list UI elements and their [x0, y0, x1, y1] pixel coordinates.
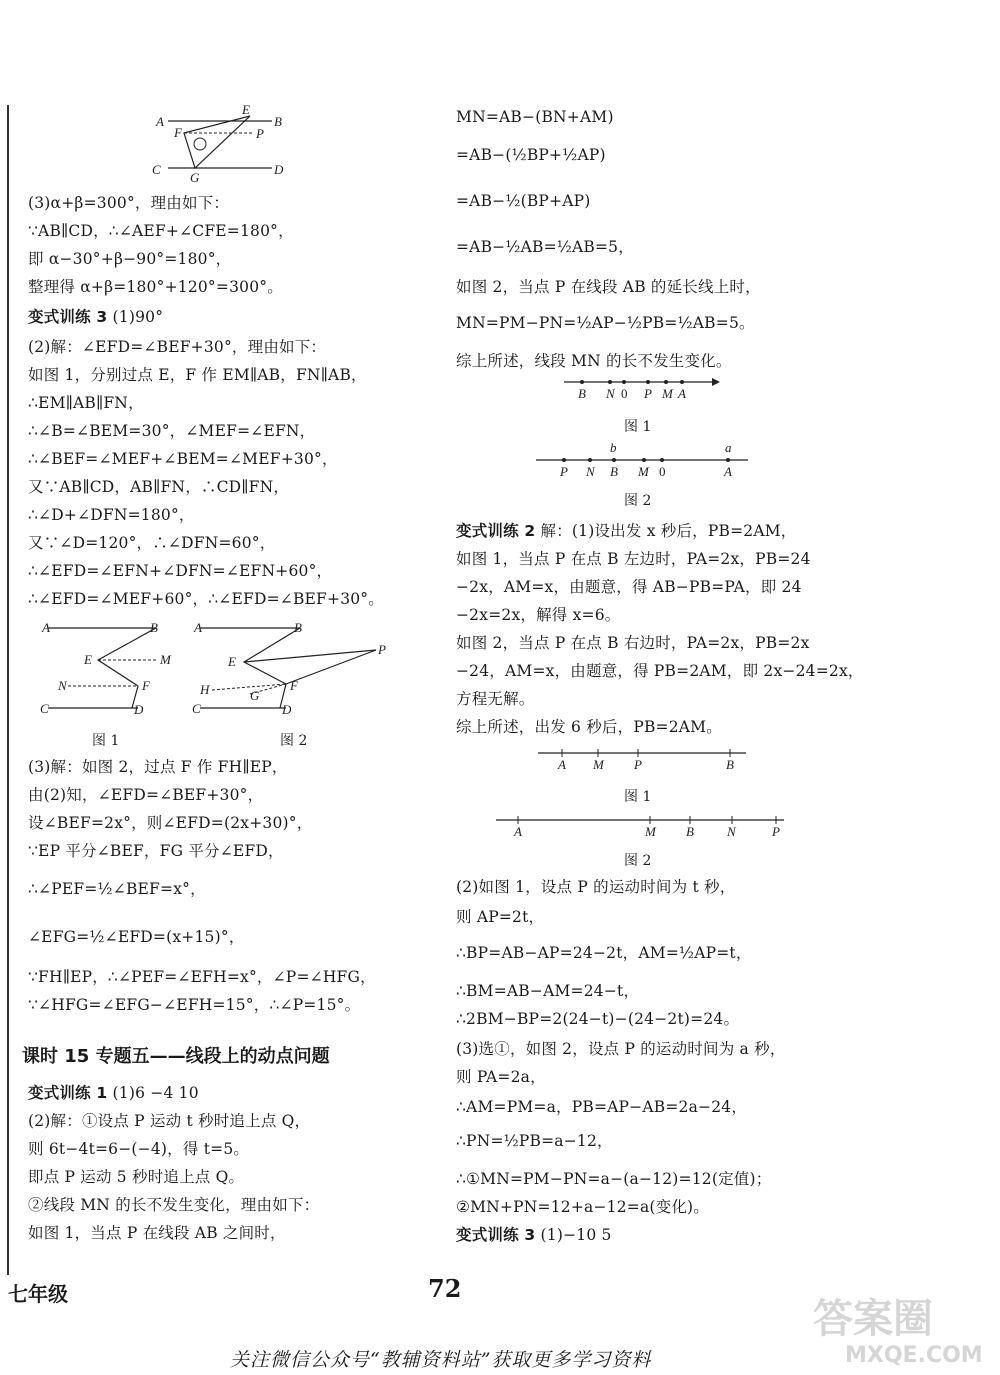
right-column-line [456, 906, 544, 928]
number-line-4-label: M [645, 824, 656, 839]
fig-top-label: E [242, 102, 250, 117]
number-line-2-label: a [725, 440, 732, 455]
line-text: (3)α+β=300°，理由如下： [28, 194, 230, 212]
right-column-line [456, 632, 810, 654]
line-text: 又∵AB∥CD，AB∥FN，∴CD∥FN， [28, 478, 290, 496]
line-text: 如图 2，当点 P 在线段 AB 的延长线上时， [456, 278, 761, 296]
watermark-logo [805, 1288, 990, 1368]
left-column-line [28, 420, 315, 442]
left-column-line [28, 784, 263, 806]
fig-top-label: C [152, 162, 161, 177]
fig2-label: E [228, 654, 236, 669]
line-text: −2x，AM=x，由题意，得 AB−PB=PA，即 24 [456, 578, 802, 596]
line-text: ∵AB∥CD，∴∠AEF+∠CFE=180°， [28, 222, 294, 240]
fig2-label: F [290, 678, 298, 693]
line-text: 则 PA=2a， [456, 1068, 546, 1086]
line-text: 如图 1，当点 P 在线段 AB 之间时， [28, 1224, 286, 1242]
line-text: (3)解：如图 2，过点 F 作 FH∥EP， [28, 758, 288, 776]
fig1-label: D [134, 702, 144, 717]
number-line-1 [560, 372, 720, 402]
line-text: MN=PM−PN=½AP−½PB=½AB=5。 [456, 314, 755, 332]
right-column-line [456, 1196, 709, 1218]
number-line-4-label: P [772, 824, 780, 839]
caption-fig2: 图 2 [280, 733, 308, 749]
line-text: 由(2)知，∠EFD=∠BEF+30°， [28, 786, 264, 804]
line-text: ②线段 MN 的长不发生变化，理由如下： [28, 1196, 320, 1214]
fig1-label: A [42, 620, 50, 635]
right-column-line [456, 716, 722, 738]
right-column-line [456, 106, 614, 128]
line-text: 设∠BEF=2x°，则∠EFD=(2x+30)°， [28, 814, 313, 832]
left-column-line [28, 1110, 310, 1132]
left-column-line [28, 1166, 244, 1188]
number-line-3-label: A [558, 757, 566, 772]
left-column-line [28, 248, 231, 270]
right-column-line [456, 312, 755, 334]
line-text: 即点 P 运动 5 秒时追上点 Q。 [28, 1168, 245, 1186]
exercise-label: 变式训练 2 [456, 522, 536, 540]
line-text: ∴BM=AB−AM=24−t， [456, 982, 640, 1000]
fig-top-label: D [274, 162, 284, 177]
line-text: =AB−(½BP+½AP) [456, 146, 606, 164]
left-column-line [28, 448, 338, 470]
fig1-label: B [150, 620, 158, 635]
left-column-line [28, 840, 284, 862]
right-column-line [456, 1130, 613, 1152]
number-line-4-label: N [727, 824, 736, 839]
right-column-line [456, 576, 802, 598]
number-line-1-label: A [678, 386, 686, 401]
line-text: 如图 2，当点 P 在点 B 右边时，PA=2x，PB=2x [456, 634, 810, 652]
left-column-line [28, 1082, 199, 1104]
line-text: ∴EM∥AB∥FN， [28, 394, 144, 412]
line-text: ∴AM=PM=a，PB=AP−AB=2a−24， [456, 1098, 748, 1116]
left-column-line [28, 1194, 319, 1216]
line-text: ∴∠B=∠BEM=30°，∠MEF=∠EFN， [28, 422, 316, 440]
grade-label: 七年级 [8, 1282, 68, 1306]
right-column-line [456, 688, 535, 710]
fig1-label: E [84, 652, 92, 667]
fig-top-label: B [274, 114, 282, 129]
right-column-line [456, 1038, 786, 1060]
line-text: ∴∠EFD=∠EFN+∠DFN=∠EFN+60°， [28, 562, 333, 580]
right-column-line [456, 1066, 546, 1088]
fig-top-label: F [174, 125, 182, 140]
line-text: ∴∠BEF=∠MEF+∠BEM=∠MEF+30°， [28, 450, 338, 468]
line-text: 综上所述，出发 6 秒后，PB=2AM。 [456, 718, 722, 736]
caption-line-fig1b: 图 1 [624, 789, 652, 805]
number-line-3-label: P [634, 757, 642, 772]
left-column-line [28, 532, 275, 554]
number-line-1-label: P [644, 386, 652, 401]
number-line-3 [536, 745, 750, 771]
number-line-2-label: B [610, 464, 618, 479]
fig2-label: C [192, 701, 201, 716]
line-text: ∵FH∥EP，∴∠PEF=∠EFH=x°，∠P=∠HFG， [28, 968, 376, 986]
right-column-line [456, 144, 606, 166]
left-column-line [28, 926, 245, 948]
number-line-2 [534, 440, 754, 484]
line-text: (1)90° [107, 308, 164, 326]
caption-line-fig1: 图 1 [624, 419, 652, 435]
line-text: ∴∠D+∠DFN=180°， [28, 506, 195, 524]
left-column-line [28, 306, 163, 328]
left-column-line [28, 966, 376, 988]
line-text: (1)6 −4 10 [107, 1084, 199, 1102]
right-column-line [456, 942, 752, 964]
number-line-3-label: M [593, 757, 604, 772]
watermark-top: 答案圈 [813, 1296, 933, 1342]
fig2-label: A [194, 620, 202, 635]
right-column-line [456, 276, 761, 298]
number-line-2-label: M [638, 464, 649, 479]
line-text: (2)解：①设点 P 运动 t 秒时追上点 Q， [28, 1112, 311, 1130]
line-text: ∵∠HFG=∠EFG−∠EFH=15°，∴∠P=15°。 [28, 996, 361, 1014]
fig1-label: N [58, 678, 67, 693]
line-text: 即 α−30°+β−90°=180°， [28, 250, 232, 268]
line-text: (3)选①，如图 2，设点 P 的运动时间为 a 秒， [456, 1040, 786, 1058]
left-column-line [28, 476, 289, 498]
line-text: 如图 1，当点 P 在点 B 左边时，PA=2x，PB=24 [456, 550, 811, 568]
left-column-line [28, 1222, 286, 1244]
line-text: ∠EFG=½∠EFD=(x+15)°， [28, 928, 245, 946]
line-text: 综上所述，线段 MN 的长不发生变化。 [456, 352, 732, 370]
left-column-line [28, 392, 144, 414]
line-text: 解：(1)设出发 x 秒后，PB=2AM， [535, 522, 797, 540]
left-column-line [28, 364, 367, 386]
fig2-label: D [282, 702, 292, 717]
number-line-2-label: b [610, 440, 617, 455]
watermark-bottom: MXQE.COM [845, 1343, 983, 1368]
left-column-line [28, 994, 360, 1016]
geometry-figure-2 [190, 620, 390, 716]
number-line-2-label: N [586, 464, 595, 479]
fig-top-label: G [190, 170, 200, 185]
right-column-line [456, 1168, 771, 1190]
line-text: −2x=2x，解得 x=6。 [456, 606, 621, 624]
line-text: ∴BP=AB−AP=24−2t，AM=½AP=t， [456, 944, 752, 962]
right-column-line [456, 1008, 739, 1030]
left-column-line [28, 336, 326, 358]
fig2-label: H [200, 682, 210, 697]
geometry-figure-1 [38, 620, 178, 716]
number-line-2-label: 0 [659, 464, 666, 479]
fig-top-label: P [256, 126, 264, 141]
line-text: ∴2BM−BP=2(24−t)−(24−2t)=24。 [456, 1010, 740, 1028]
right-column-line [456, 1224, 612, 1246]
page-number: 72 [428, 1274, 462, 1303]
left-column-line [28, 1138, 249, 1160]
fig1-label: M [160, 652, 171, 667]
right-column-line [456, 520, 797, 542]
left-column-line [28, 276, 283, 298]
left-column-line [28, 588, 384, 610]
right-column-line [456, 604, 621, 626]
line-text: (2)如图 1，设点 P 的运动时间为 t 秒， [456, 878, 736, 896]
margin-rule [7, 105, 9, 1275]
number-line-4-label: A [514, 824, 522, 839]
line-text: =AB−½AB=½AB=5， [456, 238, 634, 256]
right-column-line [456, 660, 864, 682]
number-line-1-label: N [606, 386, 615, 401]
line-text: ∴∠EFD=∠MEF+60°，∴∠EFD=∠BEF+30°。 [28, 590, 384, 608]
fig2-label: P [378, 642, 386, 657]
right-column-line [456, 1096, 747, 1118]
number-line-1-label: B [578, 386, 586, 401]
right-column-line [456, 236, 634, 258]
number-line-4 [494, 812, 788, 838]
caption-fig1: 图 1 [92, 733, 120, 749]
section-heading: 课时 15 专题五——线段上的动点问题 [22, 1046, 330, 1067]
right-column-line [456, 190, 591, 212]
number-line-1-label: M [662, 386, 673, 401]
exercise-label: 变式训练 3 [456, 1226, 536, 1244]
line-text: −24，AM=x，由题意，得 PB=2AM，即 2x−24=2x， [456, 662, 864, 680]
fig1-label: C [40, 701, 49, 716]
right-column-line [456, 980, 639, 1002]
footer-note: 关注微信公众号“教辅资料站”获取更多学习资料 [230, 1349, 652, 1371]
left-column-line [28, 878, 206, 900]
line-text: (1)−10 5 [535, 1226, 612, 1244]
line-text: 则 AP=2t， [456, 908, 545, 926]
line-text: 又∵∠D=120°，∴∠DFN=60°， [28, 534, 276, 552]
line-text: ∵EP 平分∠BEF，FG 平分∠EFD， [28, 842, 284, 860]
caption-line-fig2b: 图 2 [624, 853, 652, 869]
line-text: MN=AB−(BN+AM) [456, 108, 614, 126]
line-text: 整理得 α+β=180°+120°=300°。 [28, 278, 283, 296]
number-line-2-label: A [724, 464, 732, 479]
fig1-label: F [142, 678, 150, 693]
fig-top-label: A [156, 114, 164, 129]
left-column-line [28, 220, 294, 242]
number-line-1-label: 0 [621, 386, 628, 401]
left-column-line [28, 812, 312, 834]
caption-line-fig2: 图 2 [624, 493, 652, 509]
line-text: ②MN+PN=12+a−12=a(变化)。 [456, 1198, 709, 1216]
right-column-line [456, 350, 732, 372]
left-column-line [28, 192, 229, 214]
exercise-label: 变式训练 3 [28, 308, 108, 326]
geometry-figure-top [150, 102, 290, 185]
right-column-line [456, 548, 811, 570]
left-column-line [28, 504, 195, 526]
line-text: =AB−½(BP+AP) [456, 192, 591, 210]
right-column-line [456, 876, 735, 898]
line-text: ∴PN=½PB=a−12， [456, 1132, 613, 1150]
exercise-label: 变式训练 1 [28, 1084, 108, 1102]
number-line-4-label: B [686, 824, 694, 839]
left-column-line [28, 756, 288, 778]
number-line-2-label: P [560, 464, 568, 479]
line-text: 则 6t−4t=6−(−4)，得 t=5。 [28, 1140, 250, 1158]
fig2-label: B [294, 620, 302, 635]
number-line-3-label: B [726, 757, 734, 772]
line-text: (2)解：∠EFD=∠BEF+30°，理由如下： [28, 338, 327, 356]
left-column-line [28, 560, 332, 582]
line-text: ∴∠PEF=½∠BEF=x°， [28, 880, 206, 898]
line-text: ∴①MN=PM−PN=a−(a−12)=12(定值)； [456, 1170, 772, 1188]
line-text: 如图 1，分别过点 E，F 作 EM∥AB，FN∥AB， [28, 366, 367, 384]
fig2-label: G [250, 688, 260, 703]
line-text: 方程无解。 [456, 690, 535, 708]
